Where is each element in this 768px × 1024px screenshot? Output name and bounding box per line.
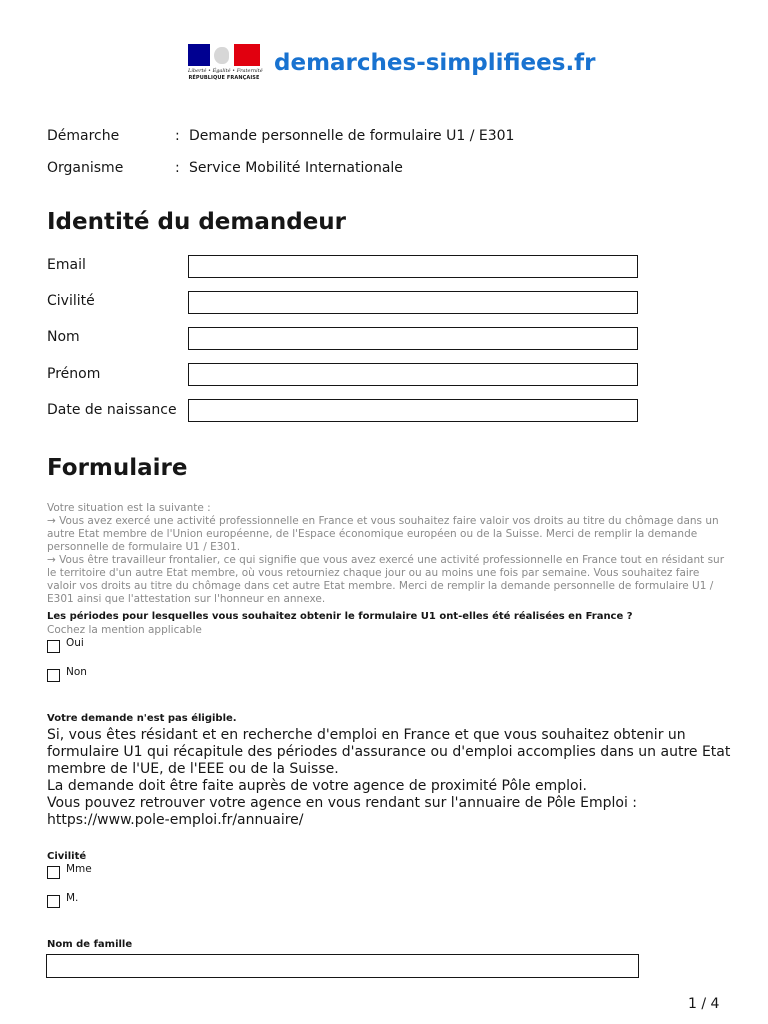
mme-checkbox[interactable] [47, 866, 60, 879]
meta-value-organisme: Service Mobilité Internationale [189, 160, 403, 176]
field-label-email: Email [47, 257, 86, 273]
question-hint: Cochez la mention applicable [47, 624, 202, 636]
site-name: demarches-simplifiees.fr [274, 50, 596, 76]
meta-value-demarche: Demande personnelle de formulaire U1 / E301 [189, 128, 515, 144]
question-label: Les périodes pour lesquelles vous souhaitez obtenir le formulaire U1 ont-elles été réalisées en France ? [47, 611, 633, 622]
oui-checkbox[interactable] [47, 640, 60, 653]
meta-separator: : [175, 128, 180, 144]
not-eligible-line: Vous pouvez retrouver votre agence en vous rendant sur l'annuaire de Pôle Emploi : [47, 795, 638, 811]
logo-republic: RÉPUBLIQUE FRANÇAISE [188, 75, 260, 81]
field-label-civilite: Civilité [47, 293, 95, 309]
m-checkbox[interactable] [47, 895, 60, 908]
last-name-field[interactable] [46, 954, 639, 978]
not-eligible-body [47, 727, 737, 829]
not-eligible-title: Votre demande n'est pas éligible. [47, 713, 237, 724]
annuaire-link[interactable]: https://www.pole-emploi.fr/annuaire/ [47, 812, 304, 828]
marianne-logo [188, 44, 263, 84]
non-checkbox[interactable] [47, 669, 60, 682]
meta-separator: : [175, 160, 180, 176]
logo-motto: Liberté • Égalité • Fraternité [188, 68, 263, 74]
not-eligible-line: Si, vous êtes résidant et en recherche d'emploi en France et que vous souhaitez obtenir un formulaire U1 qui récapitule des périodes d'assurance ou d'emploi accomplies dans un autre Etat membre de l'UE, de l'EEE ou de la Suisse. [47, 727, 731, 777]
description-line: → Vous être travailleur frontalier, ce qui signifie que vous avez exercé une activité professionnelle en France tout en résidant sur le territoire d'un autre Etat membre, où vous retourniez chaque jour ou au moins une fois par semaine. Vous souhaitez faire valoir vos droits au titre du chômage dans cet autre Etat membre. Merci de remplir la demande personnelle de formulaire U1 / E301 ainsi que l'attestation sur l'honneur en annexe. [47, 554, 725, 605]
page-number: 1 / 4 [688, 996, 720, 1012]
civilite-field[interactable] [188, 291, 638, 314]
email-field[interactable] [188, 255, 638, 278]
form-description [47, 502, 727, 606]
section-title-identity: Identité du demandeur [47, 209, 347, 235]
field-label-prenom: Prénom [47, 366, 101, 382]
field-label-date-naissance: Date de naissance [47, 402, 177, 418]
non-label: Non [66, 666, 87, 678]
meta-label-organisme: Organisme [47, 160, 124, 176]
flag-icon [188, 44, 260, 66]
prenom-field[interactable] [188, 363, 638, 386]
mme-label: Mme [66, 863, 92, 875]
meta-label-demarche: Démarche [47, 128, 120, 144]
section-title-formulaire: Formulaire [47, 455, 188, 481]
not-eligible-line: La demande doit être faite auprès de votre agence de proximité Pôle emploi. [47, 778, 587, 794]
description-line: Votre situation est la suivante : [47, 502, 211, 514]
date-naissance-field[interactable] [188, 399, 638, 422]
field-label-nom: Nom [47, 329, 80, 345]
description-line: → Vous avez exercé une activité professionnelle en France et vous souhaitez faire valoir vos droits au titre du chômage dans un autre Etat membre de l'Union européenne, de l'Espace économique européen ou de la Suisse. Merci de remplir la demande personnelle de formulaire U1 / E301. [47, 515, 719, 553]
civility-label: Civilité [47, 851, 87, 862]
oui-label: Oui [66, 637, 84, 649]
m-label: M. [66, 892, 79, 904]
nom-field[interactable] [188, 327, 638, 350]
last-name-label: Nom de famille [47, 939, 133, 950]
